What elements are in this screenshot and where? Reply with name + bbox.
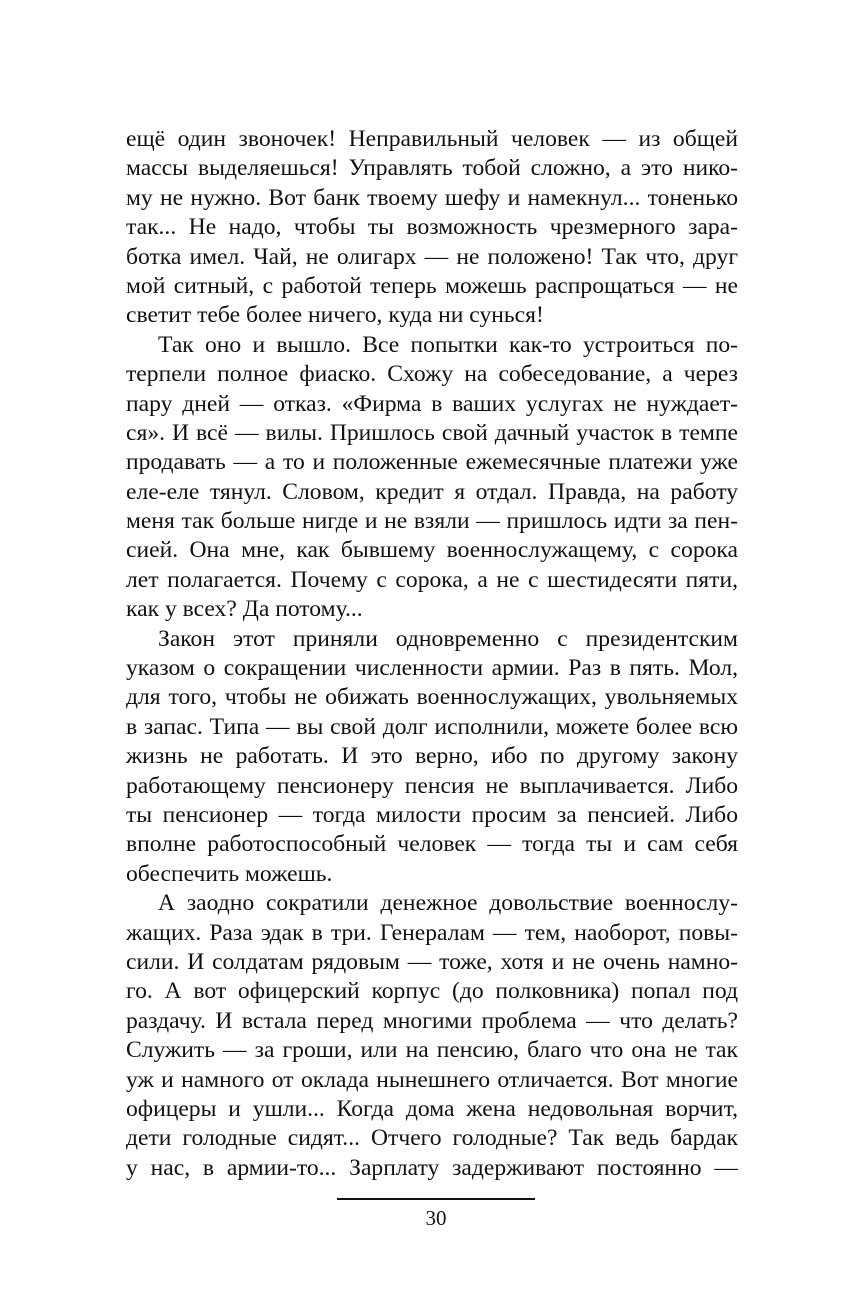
text-line: уж и намного от оклада нынешнего отличается. Вот многие (126, 1066, 738, 1093)
text-line: офицеры и ушли... Когда дома жена недовольная ворчит, (126, 1095, 738, 1122)
text-line: светит тебе более ничего, куда ни сунься! (126, 302, 544, 329)
text-line: раздачу. И встала перед многими проблема — что делать? (126, 1007, 738, 1034)
text-line: ся». И всё — вилы. Пришлось свой дачный участок в темпе (126, 419, 738, 446)
text-line: ты пенсионер — тогда милости просим за пенсией. Либо (126, 801, 738, 828)
text-line: у нас, в армии-то... Зарплату задерживают постоянно — (126, 1154, 738, 1181)
text-line: сили. И солдатам рядовым — тоже, хотя и не очень намно- (126, 948, 738, 975)
text-line: жащих. Раза эдак в три. Генералам — тем, наоборот, повы- (126, 919, 738, 946)
text-line: мой ситный, с работой теперь можешь распрощаться — не (126, 272, 738, 299)
text-line: в запас. Типа — вы свой долг исполнили, можете более всю (126, 713, 738, 740)
text-line: му не нужно. Вот банк твоему шефу и намекнул... тоненько (126, 184, 738, 211)
text-line: указом о сокращении численности армии. Раз в пять. Мол, (126, 655, 738, 682)
footer-rule (337, 1198, 535, 1200)
text-line: массы выделяешься! Управлять тобой сложно, а это нико- (126, 155, 738, 182)
text-line: го. А вот офицерский корпус (до полковника) попал под (126, 978, 738, 1005)
text-line: терпели полное фиаско. Схожу на собеседование, а через (126, 361, 738, 388)
text-line: Так оно и вышло. Все попытки как-то устроиться по- (158, 331, 738, 358)
text-line: работающему пенсионеру пенсия не выплачивается. Либо (126, 772, 738, 799)
text-line: обеспечить можешь. (126, 860, 333, 887)
text-line: так... Не надо, чтобы ты возможность чрезмерного зара- (126, 214, 738, 241)
text-line: как у всех? Да потому... (126, 596, 363, 623)
text-line: Служить — за гроши, или на пенсию, благо что она не так (126, 1037, 738, 1064)
text-line: пару дней — отказ. «Фирма в ваших услугах не нуждает- (126, 390, 738, 417)
text-line: сией. Она мне, как бывшему военнослужащему, с сорока (126, 537, 738, 564)
page-number: 30 (425, 1206, 447, 1230)
text-line: продавать — а то и положенные ежемесячные платежи уже (126, 449, 738, 476)
text-line: жизнь не работать. И это верно, ибо по другому закону (126, 743, 738, 770)
text-line: для того, чтобы не обижать военнослужащих, увольняемых (126, 684, 738, 711)
text-line: А заодно сократили денежное довольствие военнослу- (158, 890, 738, 917)
text-line: ботка имел. Чай, не олигарх — не положено! Так что, друг (126, 243, 738, 270)
text-line: еле-еле тянул. Словом, кредит я отдал. Правда, на работу (126, 478, 738, 505)
text-line: вполне работоспособный человек — тогда ты и сам себя (126, 831, 738, 858)
text-line: дети голодные сидят... Отчего голодные? Так ведь бардак (126, 1125, 738, 1152)
text-line: Закон этот приняли одновременно с президентским (158, 625, 738, 652)
text-line: лет полагается. Почему с сорока, а не с шестидесяти пяти, (126, 566, 738, 593)
text-line: меня так больше нигде и не взяли — пришлось идти за пен- (126, 508, 738, 535)
body-text (126, 125, 738, 1183)
text-line: ещё один звоночек! Неправильный человек — из общей (126, 126, 738, 152)
